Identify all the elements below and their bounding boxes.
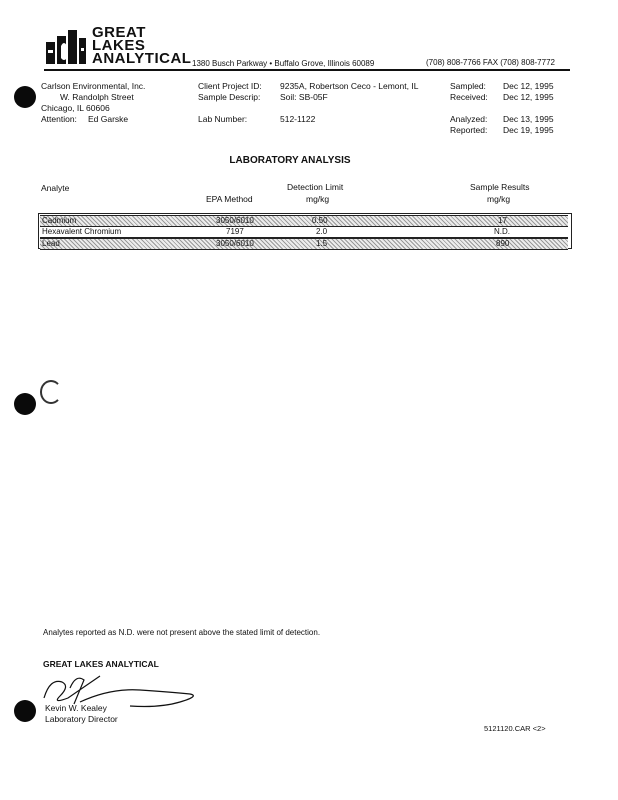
report-title: LABORATORY ANALYSIS: [229, 155, 351, 166]
analyzed-value: Dec 13, 1995: [503, 114, 554, 124]
logo-line-3: ANALYTICAL: [92, 50, 192, 67]
cell-limit: 2.0: [316, 227, 328, 236]
reported-label: Reported:: [450, 125, 488, 135]
col-analyte-header: Analyte: [41, 183, 70, 193]
col-result-unit: mg/kg: [487, 194, 511, 204]
cell-analyte: Lead: [42, 239, 60, 248]
logo-line-1: GREAT: [92, 24, 146, 41]
client-street: W. Randolph Street: [60, 92, 134, 102]
document-footer-ref: 5121120.CAR <2>: [484, 724, 546, 733]
signatory-title: Laboratory Director: [45, 714, 118, 724]
results-table: [40, 215, 568, 250]
client-name: Carlson Environmental, Inc.: [41, 81, 146, 91]
attention-label: Attention:: [41, 114, 77, 124]
cell-limit: 1.5: [316, 239, 328, 248]
cell-result: N.D.: [494, 227, 510, 236]
signature-company: GREAT LAKES ANALYTICAL: [43, 659, 159, 669]
company-logo-text: [92, 26, 191, 65]
col-method-header: EPA Method: [206, 194, 253, 204]
sampled-label: Sampled:: [450, 81, 486, 91]
letterhead-phone-fax: (708) 808-7766 FAX (708) 808-7772: [426, 58, 555, 67]
lab-number-label: Lab Number:: [198, 114, 248, 124]
client-city: Chicago, IL 60606: [41, 103, 110, 113]
attention-name: Ed Garske: [88, 114, 129, 124]
cell-result: 17: [498, 216, 507, 225]
cell-method: 3050/6010: [216, 239, 254, 248]
table-row: [40, 215, 568, 227]
table-row: [40, 227, 568, 238]
logo-line-2: LAKES: [92, 37, 146, 54]
punch-hole-middle: [14, 393, 36, 415]
client-project-value: 9235A, Robertson Ceco - Lemont, IL: [280, 81, 419, 91]
col-result-header: Sample Results: [470, 182, 530, 192]
received-label: Received:: [450, 92, 488, 102]
cell-result: 890: [496, 239, 510, 248]
letterhead-address: 1380 Busch Parkway • Buffalo Grove, Illinois 60089: [192, 59, 375, 68]
client-project-label: Client Project ID:: [198, 81, 262, 91]
cell-limit: 0.50: [312, 216, 328, 225]
company-logo-icon: [44, 28, 88, 66]
table-row: [40, 238, 568, 250]
letterhead-rule: [44, 69, 570, 71]
cell-method: 7197: [226, 227, 244, 236]
reported-value: Dec 19, 1995: [503, 125, 554, 135]
analyzed-label: Analyzed:: [450, 114, 488, 124]
col-detection-unit: mg/kg: [306, 194, 330, 204]
sample-desc-value: Soil: SB-05F: [280, 92, 328, 102]
cell-analyte: Hexavalent Chromium: [42, 227, 122, 236]
lab-number-value: 512-1122: [280, 114, 316, 124]
col-detection-header: Detection Limit: [287, 182, 344, 192]
punch-hole-ring: [40, 380, 62, 404]
punch-hole-top: [14, 86, 36, 108]
cell-analyte: Cadmium: [42, 216, 77, 225]
received-value: Dec 12, 1995: [503, 92, 554, 102]
punch-hole-bottom: [14, 700, 36, 722]
sample-desc-label: Sample Descrip:: [198, 92, 261, 102]
cell-method: 3050/6010: [216, 216, 254, 225]
detection-note: Analytes reported as N.D. were not present above the stated limit of detection.: [43, 628, 321, 637]
sampled-value: Dec 12, 1995: [503, 81, 554, 91]
signatory-name: Kevin W. Kealey: [45, 703, 107, 713]
signature-block: [45, 703, 118, 725]
